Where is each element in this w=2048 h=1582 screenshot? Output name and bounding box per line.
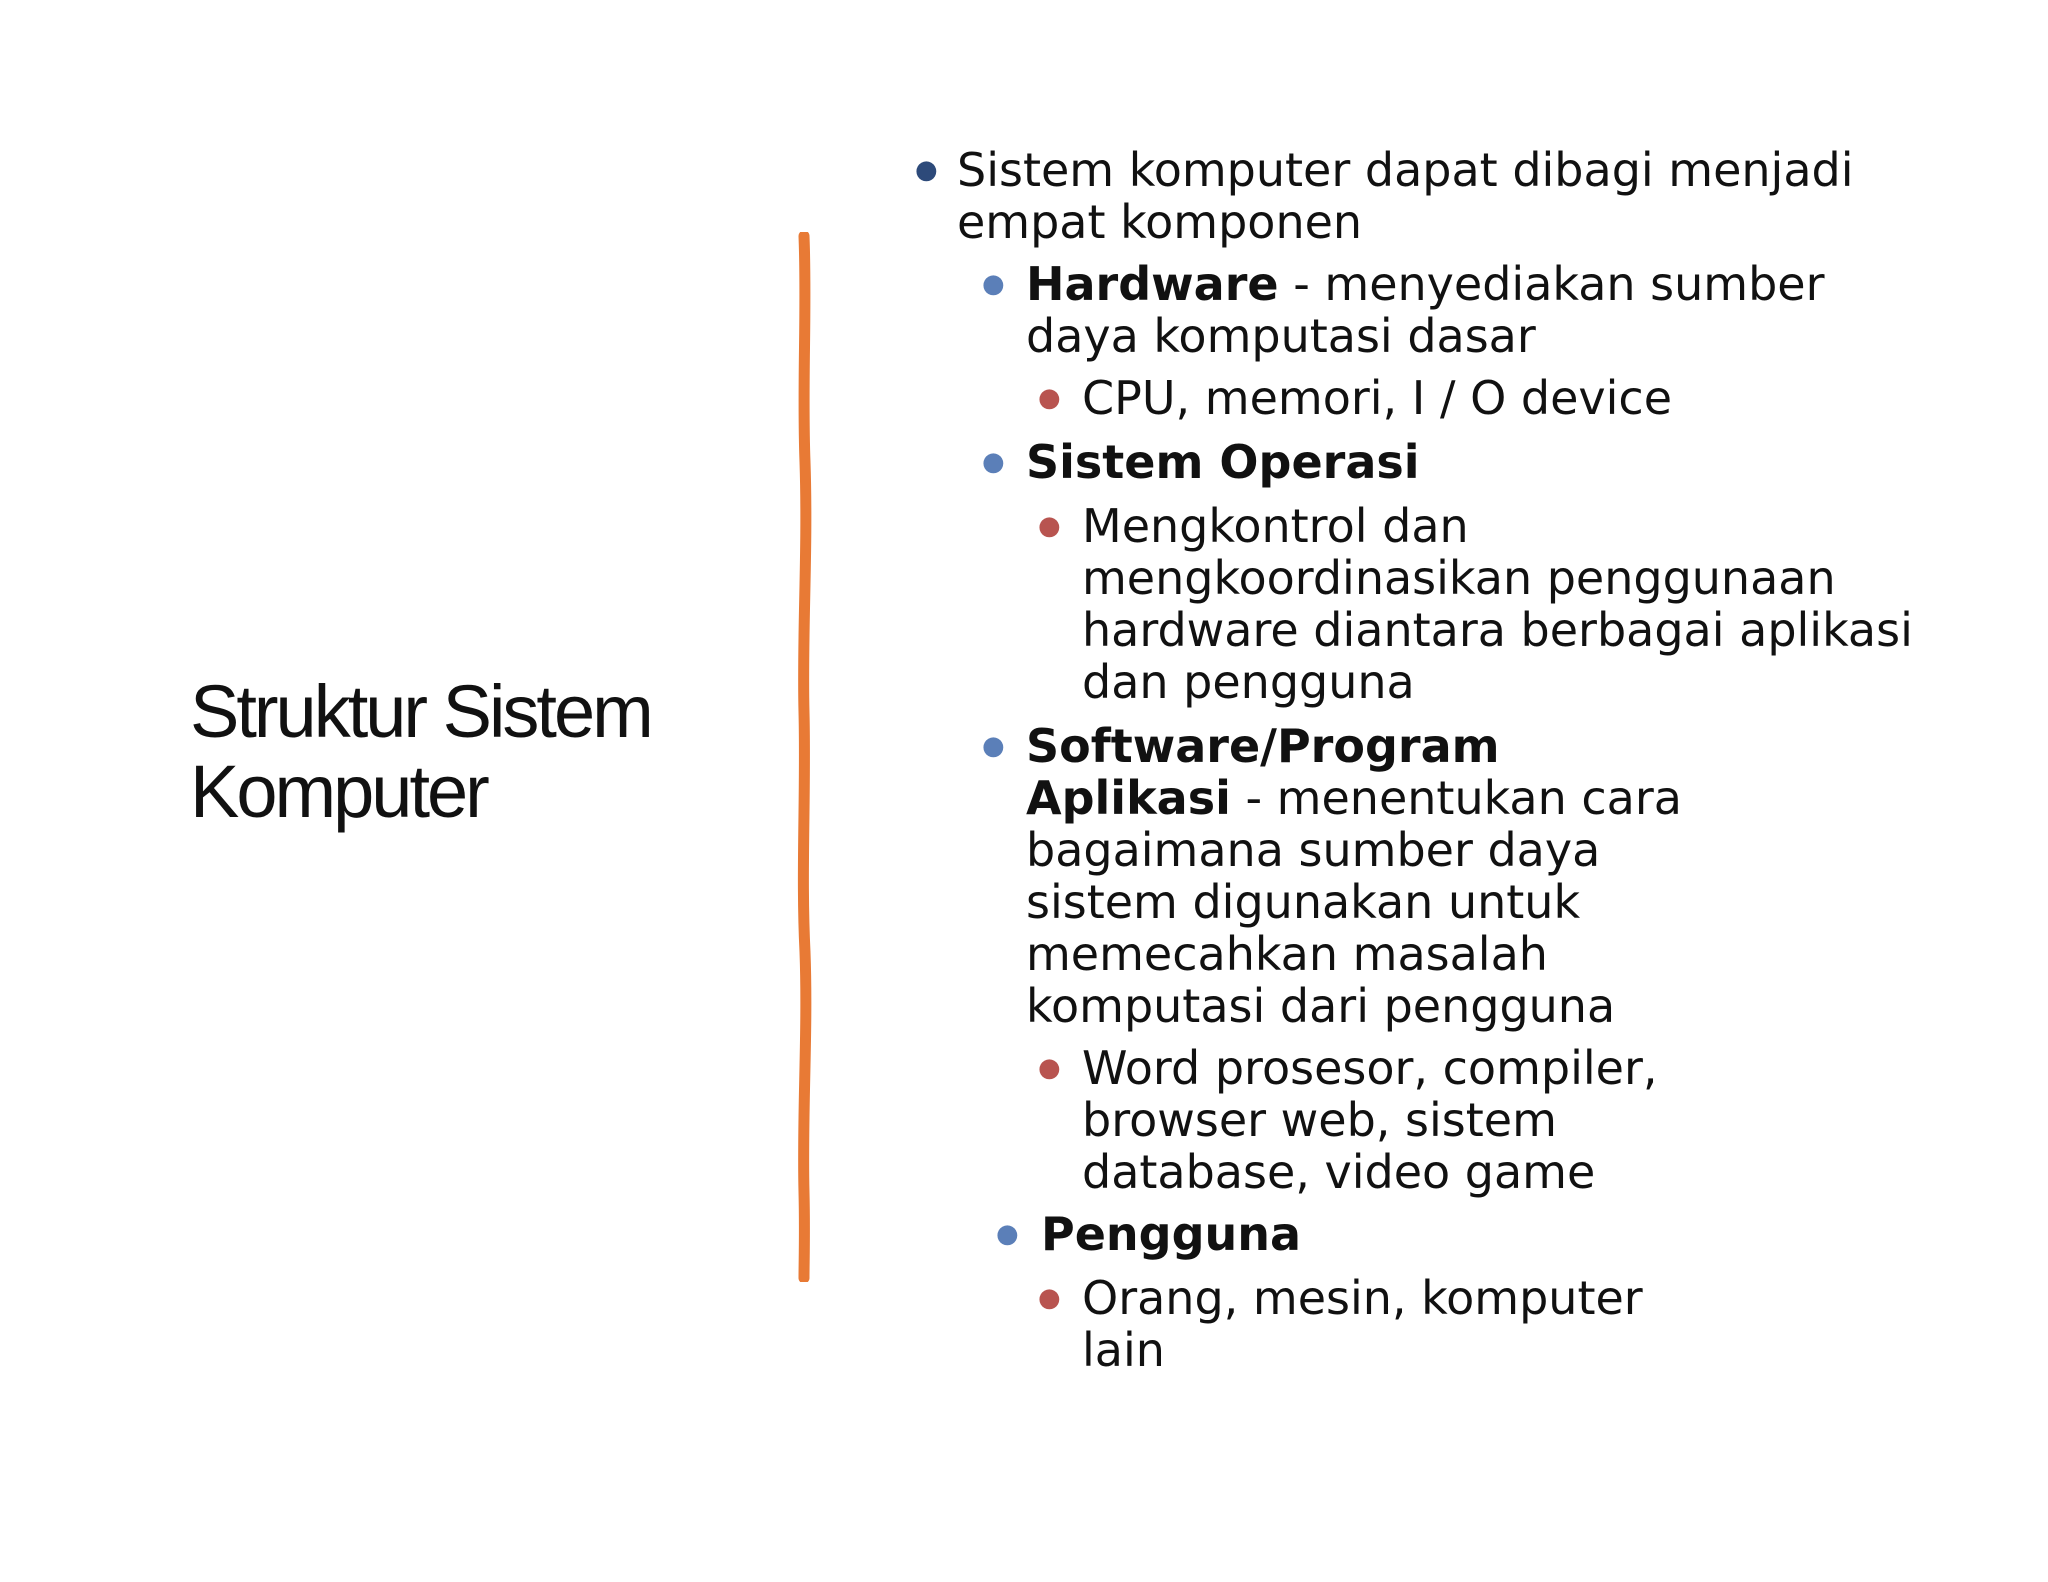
hardware-line-2: daya komputasi dasar [1026,309,1536,363]
bullet-level1: ● [915,155,938,185]
os-sub-line-3: hardware diantara berbagai aplikasi [1082,603,1913,657]
software-line-1 [1026,720,1500,772]
bullet-level3: ● [1038,1053,1061,1083]
software-sub-line-2: browser web, sistem [1082,1093,1557,1147]
bullet-level3: ● [1038,383,1061,413]
os-sub-line-2: mengkoordinasikan penggunaan [1082,551,1836,605]
software-term-2: Aplikasi [1026,771,1231,825]
bullet-level3: ● [1038,511,1061,541]
users-sub-line-2: lain [1082,1323,1165,1377]
intro-line-2: empat komponen [957,195,1363,249]
software-line-6: komputasi dari pengguna [1026,979,1616,1033]
software-desc: - menentukan cara [1230,771,1682,825]
bullet-level2: ● [996,1219,1019,1249]
software-term-1: Software/Program [1026,719,1500,773]
hardware-term: Hardware [1026,257,1279,311]
bullet-level3: ● [1038,1283,1061,1313]
bullet-level2: ● [982,447,1005,477]
software-line-5: memecahkan masalah [1026,927,1548,981]
os-line [1026,436,1420,488]
software-sub-line-1: Word prosesor, compiler, [1082,1041,1658,1095]
os-sub-line-4: dan pengguna [1082,655,1415,709]
hardware-line-1 [1026,258,1825,310]
slide-title: Struktur Sistem Komputer [190,670,651,833]
os-term: Sistem Operasi [1026,435,1420,489]
os-sub-line-1: Mengkontrol dan [1082,499,1469,553]
users-term: Pengguna [1041,1207,1302,1261]
intro-line-1: Sistem komputer dapat dibagi menjadi [957,143,1854,197]
users-sub-line-1: Orang, mesin, komputer [1082,1271,1643,1325]
bullet-level2: ● [982,269,1005,299]
hardware-sub: CPU, memori, I / O device [1082,371,1673,425]
software-line-2 [1026,772,1682,824]
bullet-level2: ● [982,731,1005,761]
software-line-4: sistem digunakan untuk [1026,875,1581,929]
hardware-desc: - menyediakan sumber [1278,257,1825,311]
software-sub-line-3: database, video game [1082,1145,1596,1199]
users-line [1041,1208,1301,1260]
software-line-3: bagaimana sumber daya [1026,823,1601,877]
